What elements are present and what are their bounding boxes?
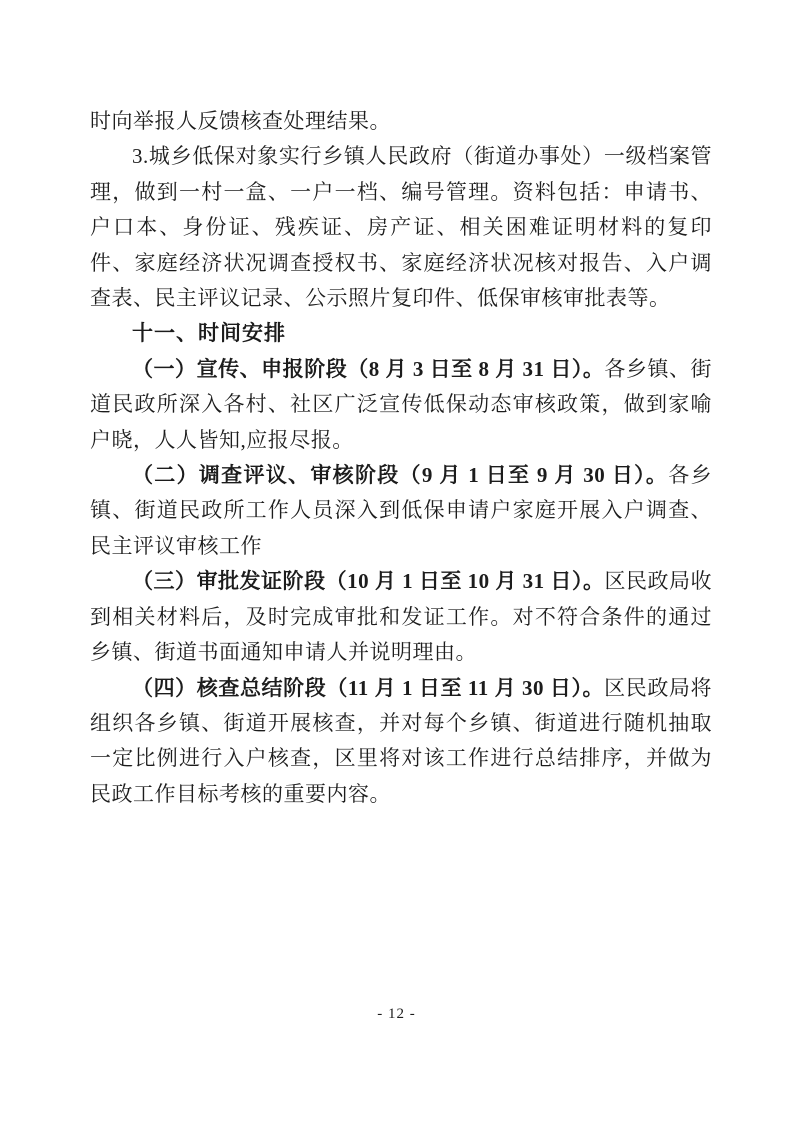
document-body	[90, 104, 712, 812]
stage-3-body: 区民政局收到相关材料后，及时完成审批和发证工作。对不符合条件的通过乡镇、街道书面通知申请人并说明理由。	[90, 569, 713, 665]
paragraph-stage-3	[90, 564, 712, 670]
paragraph-archive-management: 3.城乡低保对象实行乡镇人民政府（街道办事处）一级档案管理，做到一村一盒、一户一档、编号管理。资料包括：申请书、户口本、身份证、残疾证、房产证、相关困难证明材料的复印件、家庭经济状况调查授权书、家庭经济状况核对报告、入户调查表、民主评议记录、公示照片复印件、低保审核审批表等。	[90, 144, 712, 311]
stage-3-lead: （三）审批发证阶段（10 月 1 日至 10 月 31 日）。	[132, 569, 605, 594]
section-heading-time-arrangement: 十一、时间安排	[132, 322, 286, 346]
paragraph-stage-1	[90, 352, 712, 458]
stage-2-lead: （二）调查评议、审核阶段（9 月 1 日至 9 月 30 日）。	[132, 463, 669, 488]
stage-2-body: 各乡镇、街道民政所工作人员深入到低保申请户家庭开展入户调查、民主评议审核工作	[90, 463, 713, 558]
paragraph-stage-4	[90, 671, 712, 813]
stage-1-lead: （一）宣传、申报阶段（8 月 3 日至 8 月 31 日）。	[132, 356, 605, 381]
stage-4-body: 区民政局将组织各乡镇、街道开展核查，并对每个乡镇、街道进行随机抽取一定比例进行入户核查，区里将对该工作进行总结排序，并做为民政工作目标考核的重要内容。	[90, 675, 713, 806]
stage-1-body: 各乡镇、街道民政所深入各村、社区广泛宣传低保动态审核政策，做到家喻户晓，人人皆知,应报尽报。	[90, 356, 713, 452]
paragraph-feedback-result: 时向举报人反馈核查处理结果。	[90, 109, 391, 133]
stage-4-lead: （四）核查总结阶段（11 月 1 日至 11 月 30 日）。	[132, 675, 605, 700]
page-number: - 12 -	[377, 1006, 416, 1022]
paragraph-stage-2	[90, 458, 712, 564]
